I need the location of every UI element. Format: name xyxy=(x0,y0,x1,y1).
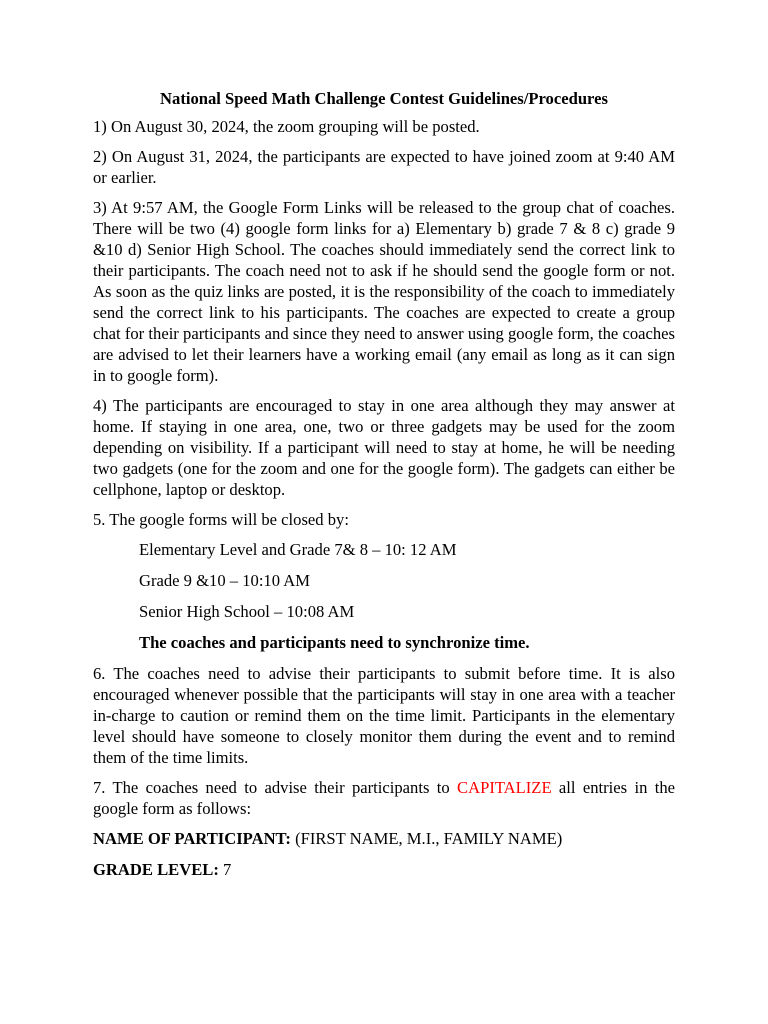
sync-note: The coaches and participants need to synchronize time. xyxy=(139,633,530,652)
name-label: NAME OF PARTICIPANT: xyxy=(93,829,291,848)
paragraph-3: 3) At 9:57 AM, the Google Form Links will be released to the group chat of coaches. There will be two (4) google form links for a) Elementary b) grade 7 & 8 c) grade 9 &10 d) Senior High School. The coaches should immediately send the correct link to their participants. The coach need not to ask if he should send the google form or not. As soon as the quiz links are posted, it is the responsibility of the coach to immediately send the correct link to his participants. The coaches are expected to create a group chat for their participants and since they need to answer using google form, the coaches are advised to let their learners have a working email (any email as long as it can sign in to google form). xyxy=(93,198,675,385)
capitalize-highlight: CAPITALIZE xyxy=(457,778,552,797)
name-format: (FIRST NAME, M.I., FAMILY NAME) xyxy=(290,829,563,848)
grade-field-line xyxy=(93,859,675,880)
paragraph-7 xyxy=(93,777,675,819)
paragraph-2: 2) On August 31, 2024, the participants are expected to have joined zoom at 9:40 AM or earlier. xyxy=(93,147,675,187)
grade-label: GRADE LEVEL: xyxy=(93,860,219,879)
name-field-line xyxy=(93,828,675,849)
document-title: National Speed Math Challenge Contest Guidelines/Procedures xyxy=(160,89,608,108)
document-page xyxy=(93,88,675,890)
grade-value: 7 xyxy=(218,860,232,879)
close-time-senior-high: Senior High School – 10:08 AM xyxy=(139,602,355,621)
paragraph-6: 6. The coaches need to advise their participants to submit before time. It is also encouraged whenever possible that the participants will stay in one area with a teacher in-charge to caution or remind them on the time limit. Participants in the elementary level should have someone to closely monitor them during the event and to remind them of the time limits. xyxy=(93,664,675,767)
paragraph-4: 4) The participants are encouraged to stay in one area although they may answer at home. If staying in one area, one, two or three gadgets may be used for the zoom depending on visibility. If a participant will need to stay at home, he will be needing two gadgets (one for the zoom and one for the google form). The gadgets can either be cellphone, laptop or desktop. xyxy=(93,396,675,499)
paragraph-7-tail: all entries in the google form as follows: xyxy=(93,778,676,818)
paragraph-7-lead: 7. The coaches need to advise their participants to xyxy=(93,778,458,797)
paragraph-1: 1) On August 30, 2024, the zoom grouping will be posted. xyxy=(93,117,480,136)
close-time-elementary: Elementary Level and Grade 7& 8 – 10: 12 AM xyxy=(139,540,457,559)
close-time-grade-9-10: Grade 9 &10 – 10:10 AM xyxy=(139,571,310,590)
paragraph-5: 5. The google forms will be closed by: xyxy=(93,510,349,529)
